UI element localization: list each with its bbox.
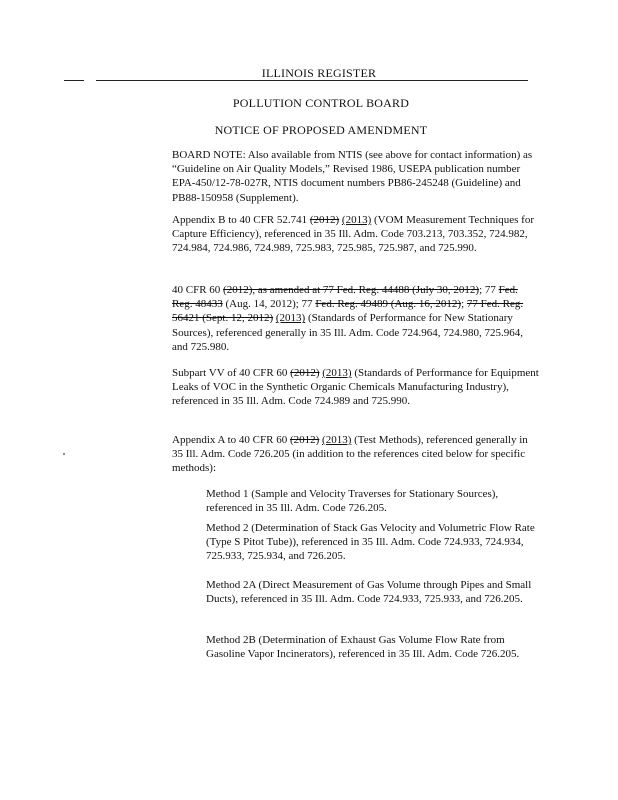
appendix-a-paragraph: Appendix A to 40 CFR 60 (2012) (2013) (Test Methods), referenced generally in 35 Ill. Adm. Code 726.205 (in addition to the references cited below for specific methods): [172,434,528,475]
method-1-paragraph: Method 1 (Sample and Velocity Traverses for Stationary Sources), referenced in 35 Ill. Adm. Code 726.205. [206,488,499,515]
inserted-text: (2013) [322,367,352,379]
deleted-text: 77 Fed. Reg. 56421 (Sept. 12, 2012) [172,298,524,325]
board-title: POLLUTION CONTROL BOARD [232,96,410,110]
method-2-paragraph: Method 2 (Determination of Stack Gas Velocity and Volumetric Flow Rate (Type S Pitot Tube)), referenced in 35 Ill. Adm. Code 724.933, 724.934, 725.933, 725.934, and 726.205. [206,522,535,563]
method-2b-paragraph: Method 2B (Determination of Exhaust Gas Volume Flow Rate from Gasoline Vapor Incinerators), referenced in 35 Ill. Adm. Code 726.205. [206,634,520,661]
inserted-text: (2013) [341,214,372,226]
deleted-text: (2012), as amended at 77 Fed. Reg. 44488 (July 30, 2012) [223,284,480,296]
appendix-b-paragraph: Appendix B to 40 CFR 52.741 (2012) (2013) (VOM Measurement Techniques for Capture Efficiency), referenced in 35 Ill. Adm. Code 703.213, 703.352, 724.982, 724.984, 724.986, 724.989, 725.983, 725.985, 725.987, and 725.990. [172,214,534,255]
deleted-text: (2012) [309,214,340,226]
header-rule [96,80,528,81]
method-2a-paragraph: Method 2A (Direct Measurement of Gas Volume through Pipes and Small Ducts), referenced in 35 Ill. Adm. Code 724.933, 725.933, and 726.205. [206,579,532,606]
deleted-text: Fed. Reg. 49489 (Aug. 16, 2012) [315,298,462,311]
deleted-text: (2012) [290,367,320,379]
margin-mark [63,453,65,455]
notice-title: NOTICE OF PROPOSED AMENDMENT [214,123,428,137]
subpart-vv-paragraph: Subpart VV of 40 CFR 60 (2012) (2013) (Standards of Performance for Equipment Leaks of VOC in the Synthetic Organic Chemicals Manufacturing Industry), referenced in 35 Ill. Adm. Code 724.989 and 725.990. [172,367,539,408]
cfr-60-paragraph: 40 CFR 60 (2012), as amended at 77 Fed. Reg. 44488 (July 30, 2012); 77 Fed. Reg. 48433 (Aug. 14, 2012); 77 Fed. Reg. 49489 (Aug. 16, 2012); 77 Fed. Reg. 56421 (Sept. 12, 2012) (2013) (Standards of Performance for New Stationary Sources), referenced generally in 35 Ill. Adm. Code 724.964, 724.980, 725.964, and 725.980. [172,284,524,353]
margin-dash [64,80,84,81]
inserted-text: (2013) [275,312,306,325]
deleted-text: (2012) [289,434,320,446]
deleted-text: Fed. Reg. 48433 [172,284,518,311]
board-note-paragraph: BOARD NOTE: Also available from NTIS (see above for contact information) as “Guideline on Air Quality Models,” Revised 1986, USEPA publication number EPA-450/12-78-027R, NTIS document numbers PB86-245248 (Guideline) and PB88-150958 (Supplement). [172,149,533,204]
register-title: ILLINOIS REGISTER [261,66,377,80]
inserted-text: (2013) [322,434,352,446]
